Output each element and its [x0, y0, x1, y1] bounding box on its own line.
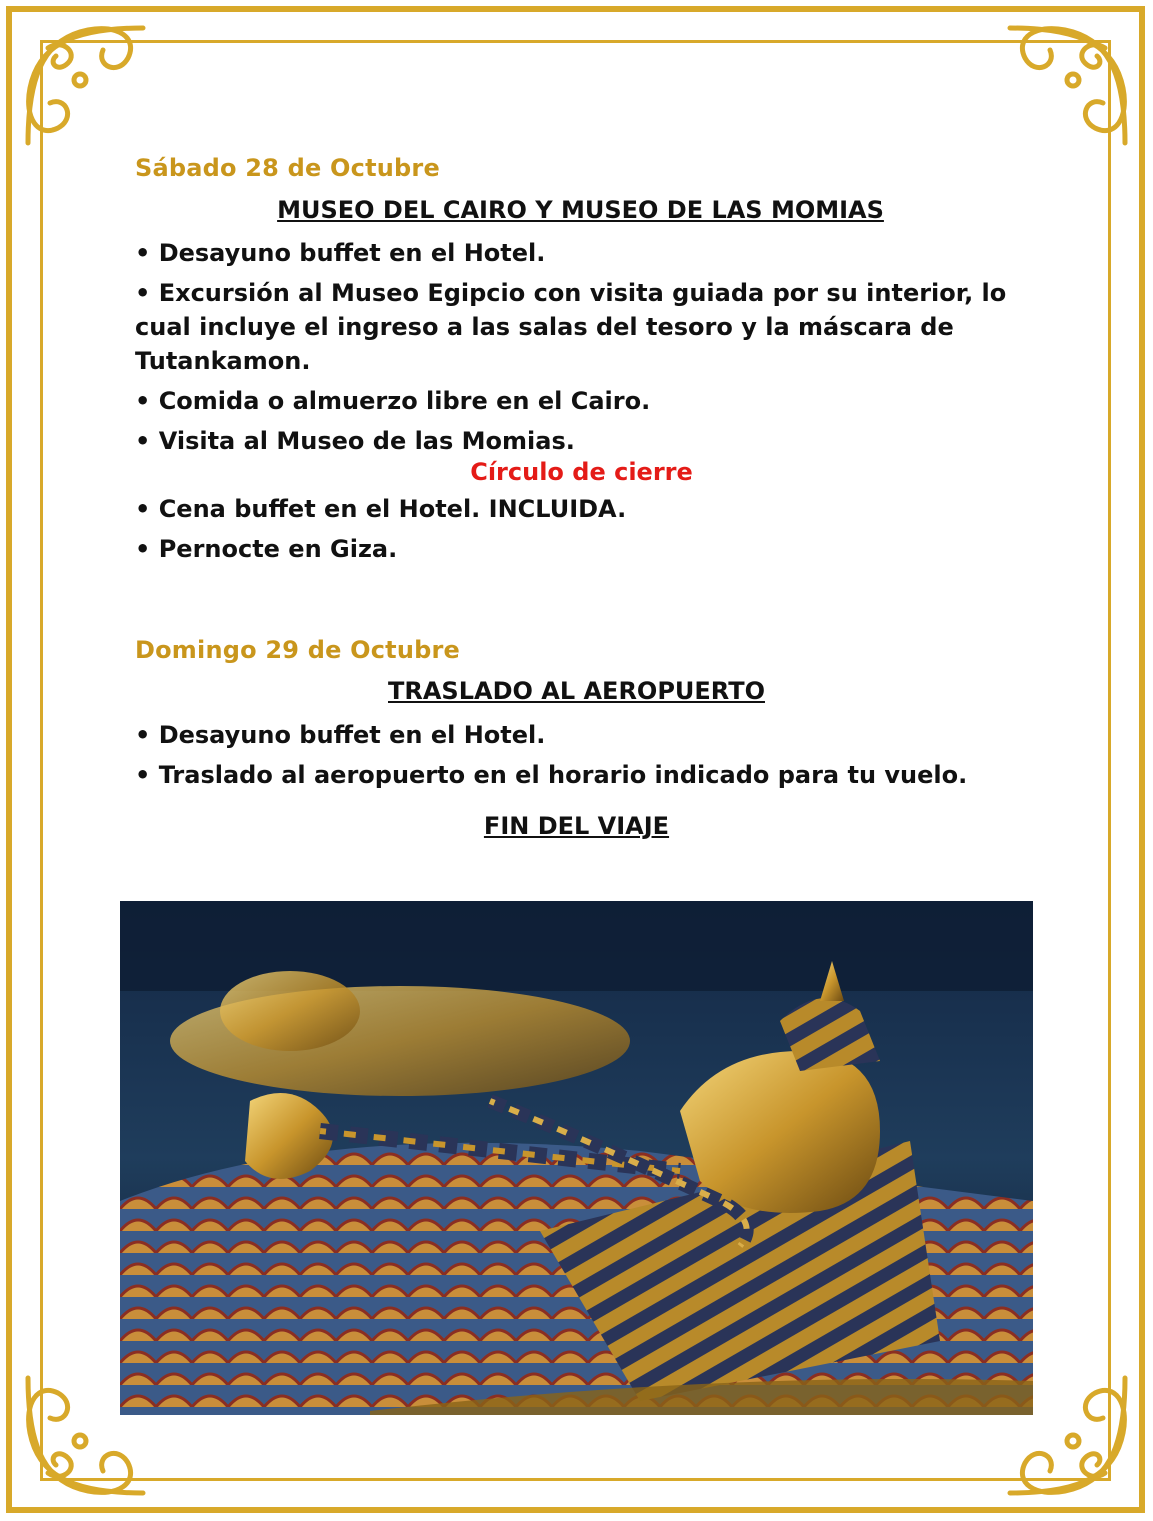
- day1-item: • Visita al Museo de las Momias.: [135, 427, 575, 455]
- day1-item: • Comida o almuerzo libre en el Cairo.: [135, 387, 651, 415]
- golden-sarcophagus-photo: [120, 901, 1033, 1415]
- corner-ornament-icon: [8, 8, 158, 158]
- corner-ornament-icon: [995, 8, 1145, 158]
- day1-item: • Excursión al Museo Egipcio con visita guiada por su interior, lo cual incluye el ingreso a las salas del tesoro y la máscara de Tutankamon.: [135, 279, 1007, 375]
- day1-item: • Desayuno buffet en el Hotel.: [135, 239, 546, 267]
- day1-date: Sábado 28 de Octubre: [135, 154, 440, 182]
- day2-item: • Traslado al aeropuerto en el horario indicado para tu vuelo.: [135, 761, 968, 789]
- day2-date: Domingo 29 de Octubre: [135, 636, 461, 664]
- trip-end-title: FIN DEL VIAJE: [483, 812, 670, 840]
- day2-item: • Desayuno buffet en el Hotel.: [135, 721, 546, 749]
- day1-item: • Cena buffet en el Hotel. INCLUIDA.: [135, 495, 627, 523]
- day1-item: • Pernocte en Giza.: [135, 535, 398, 563]
- day2-title: TRASLADO AL AEROPUERTO: [388, 677, 765, 705]
- day1-title: MUSEO DEL CAIRO Y MUSEO DE LAS MOMIAS: [277, 196, 884, 224]
- closing-circle-highlight: Círculo de cierre: [470, 458, 693, 486]
